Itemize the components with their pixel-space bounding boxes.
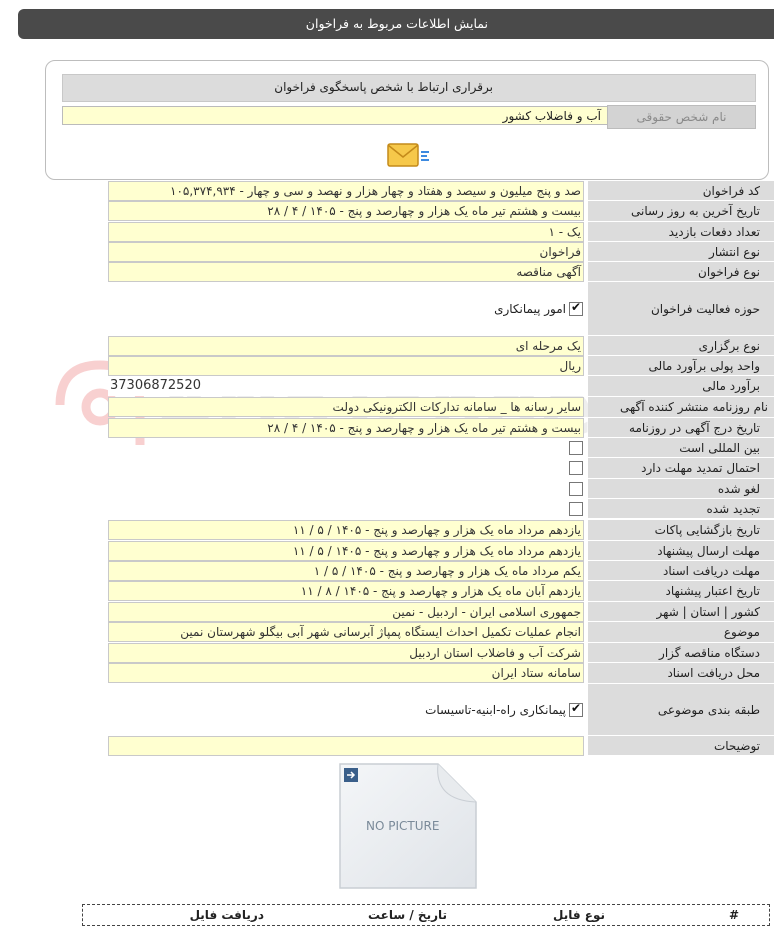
cancelled-checkbox[interactable] bbox=[569, 482, 583, 496]
envelope-icon[interactable] bbox=[385, 139, 431, 171]
notes-label: توضیحات bbox=[588, 736, 774, 756]
extension-label: احتمال تمدید مهلت دارد bbox=[588, 458, 774, 479]
activity-value: امور پیمانکاری bbox=[494, 302, 566, 316]
visits-label: تعداد دفعات بازدید bbox=[588, 222, 774, 242]
activity-checkbox[interactable] bbox=[569, 302, 583, 316]
no-picture-text: NO PICTURE bbox=[366, 819, 440, 833]
location-label: کشور | استان | شهر bbox=[588, 602, 774, 622]
send-deadline-label: مهلت ارسال پیشنهاد bbox=[588, 541, 774, 561]
row-estimate bbox=[108, 376, 774, 397]
estimate-label: برآورد مالی bbox=[588, 376, 774, 397]
row-location bbox=[108, 602, 774, 622]
envelope-open-label: تاریخ بازگشایی پاکات bbox=[588, 520, 774, 541]
envelope-open-value: ۱۱ / ۵ / ۱۴۰۵ - یازدهم مرداد ماه یک هزار و چهارصد و پنج bbox=[108, 520, 584, 540]
contact-box bbox=[45, 60, 769, 180]
location-value: جمهوری اسلامی ایران - اردبیل - نمین bbox=[108, 602, 584, 622]
cancelled-label: لغو شده bbox=[588, 479, 774, 499]
category-value: پیمانکاری راه-ابنیه-تاسیسات bbox=[425, 703, 566, 717]
international-label: بین المللی است bbox=[588, 438, 774, 458]
row-international bbox=[108, 438, 774, 458]
files-col-number: # bbox=[728, 908, 739, 922]
row-renewed bbox=[108, 499, 774, 519]
send-deadline-value: ۱۱ / ۵ / ۱۴۰۵ - یازدهم مرداد ماه یک هزار و چهارصد و پنج bbox=[108, 541, 584, 561]
organizer-label: دستگاه مناقصه گزار bbox=[588, 643, 774, 663]
activity-label: حوزه فعالیت فراخوان bbox=[588, 282, 774, 336]
notes-value bbox=[108, 736, 584, 756]
row-holding-type bbox=[108, 336, 774, 356]
visits-value: ۱ - یک bbox=[108, 222, 584, 242]
row-docs-place bbox=[108, 663, 774, 684]
files-col-type: نوع فایل bbox=[553, 908, 605, 922]
call-type-label: نوع فراخوان bbox=[588, 262, 774, 282]
validity-value: ۱۱ / ۸ / ۱۴۰۵ - یازدهم آبان ماه یک هزار و چهارصد و پنج bbox=[108, 581, 584, 601]
row-extension bbox=[108, 458, 774, 479]
renewed-label: تجدید شده bbox=[588, 499, 774, 519]
files-col-date: تاریخ / ساعت bbox=[367, 908, 447, 922]
docs-place-value: سامانه ستاد ایران bbox=[108, 663, 584, 683]
call-type-value: آگهی مناقصه bbox=[108, 262, 584, 282]
holding-type-label: نوع برگزاری bbox=[588, 336, 774, 356]
files-table-header bbox=[82, 904, 770, 926]
last-update-value: ۲۸ / ۴ / ۱۴۰۵ - بیست و هشتم تیر ماه یک هزار و چهارصد و پنج bbox=[108, 201, 584, 221]
organizer-value: شرکت آب و فاضلاب استان اردبیل bbox=[108, 643, 584, 663]
row-docs-deadline bbox=[108, 561, 774, 581]
row-currency bbox=[108, 356, 774, 376]
category-checkbox[interactable] bbox=[569, 703, 583, 717]
publish-type-label: نوع انتشار bbox=[588, 242, 774, 262]
legal-person-label: نام شخص حقوقی bbox=[607, 105, 756, 129]
row-organizer bbox=[108, 643, 774, 663]
contact-title-bar bbox=[62, 74, 756, 102]
code-label: کد فراخوان bbox=[588, 181, 774, 201]
currency-label: واحد پولی برآورد مالی bbox=[588, 356, 774, 376]
row-send-deadline bbox=[108, 541, 774, 561]
docs-deadline-label: مهلت دریافت اسناد bbox=[588, 561, 774, 581]
subject-value: انجام عملیات تکمیل احداث ایستگاه پمپاژ آبرسانی شهر آبی بیگلو شهرستان نمین bbox=[108, 622, 584, 642]
row-notes bbox=[108, 736, 774, 756]
row-envelope-open bbox=[108, 520, 774, 541]
publish-type-value: فراخوان bbox=[108, 242, 584, 262]
row-newspaper-date bbox=[108, 418, 774, 438]
renewed-checkbox[interactable] bbox=[569, 502, 583, 516]
newspaper-date-label: تاریخ درج آگهی در روزنامه bbox=[588, 418, 774, 438]
row-category bbox=[108, 684, 774, 736]
legal-person-value: آب و فاضلاب کشور bbox=[62, 106, 608, 125]
docs-deadline-value: ۱ / ۵ / ۱۴۰۵ - یکم مرداد ماه یک هزار و چهارصد و پنج bbox=[108, 561, 584, 581]
validity-label: تاریخ اعتبار پیشنهاد bbox=[588, 581, 774, 602]
contact-title: برقراری ارتباط با شخص پاسخگوی فراخوان bbox=[274, 80, 493, 94]
row-newspaper bbox=[108, 397, 774, 418]
files-col-download: دریافت فایل bbox=[189, 908, 264, 922]
row-publish-type bbox=[108, 242, 774, 262]
code-value: ۱۰۵,۳۷۴,۹۳۴ - صد و پنج میلیون و سیصد و هفتاد و چهار هزار و نهصد و سی و چهار bbox=[108, 181, 584, 201]
row-visits bbox=[108, 222, 774, 242]
row-subject bbox=[108, 622, 774, 643]
row-last-update bbox=[108, 201, 774, 222]
last-update-label: تاریخ آخرین به روز رسانی bbox=[588, 201, 774, 222]
row-validity bbox=[108, 581, 774, 602]
extension-checkbox[interactable] bbox=[569, 461, 583, 475]
category-label: طبقه بندی موضوعی bbox=[588, 684, 774, 736]
newspaper-date-value: ۲۸ / ۴ / ۱۴۰۵ - بیست و هشتم تیر ماه یک هزار و چهارصد و پنج bbox=[108, 418, 584, 438]
international-checkbox[interactable] bbox=[569, 441, 583, 455]
currency-value: ریال bbox=[108, 356, 584, 376]
newspaper-value: سایر رسانه ها _ سامانه تدارکات الکترونیکی دولت bbox=[108, 397, 584, 417]
holding-type-value: یک مرحله ای bbox=[108, 336, 584, 356]
row-code bbox=[108, 181, 774, 201]
row-activity bbox=[108, 282, 774, 336]
subject-label: موضوع bbox=[588, 622, 774, 643]
estimate-value: 37306872520 bbox=[108, 376, 584, 396]
newspaper-label: نام روزنامه منتشر کننده آگهی bbox=[588, 397, 774, 418]
page-title: نمایش اطلاعات مربوط به فراخوان bbox=[305, 16, 488, 31]
row-cancelled bbox=[108, 479, 774, 499]
docs-place-label: محل دریافت اسناد bbox=[588, 663, 774, 684]
row-call-type bbox=[108, 262, 774, 282]
page-header bbox=[18, 9, 774, 39]
no-picture-image bbox=[338, 762, 478, 890]
